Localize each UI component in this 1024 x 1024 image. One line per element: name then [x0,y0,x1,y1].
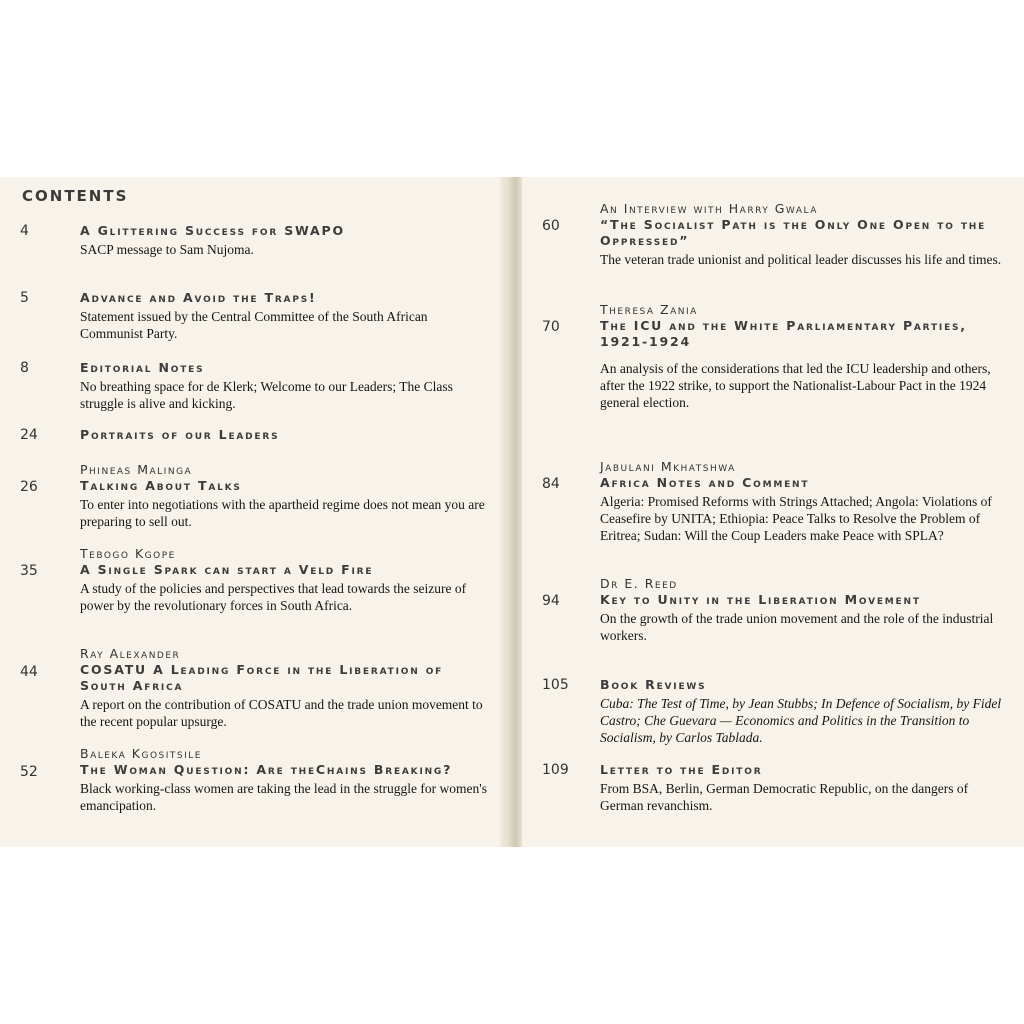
left-page [0,177,506,847]
entry-description: Black working-class women are taking the lead in the struggle for women's emancipation. [80,781,487,813]
entry-author: Baleka Kgositsile [80,746,202,761]
entry-title: “The Socialist Path is the Only One Open to the Oppressed” [600,217,987,248]
entry-description: From BSA, Berlin, German Democratic Republic, on the dangers of German revanchism. [600,781,969,813]
page-number: 60 [542,218,560,234]
entry-title: Advance and Avoid the Traps! [80,290,317,305]
entry-title: Book Reviews [600,677,707,692]
entry-title: Portraits of our Leaders [80,427,280,442]
entry-title: Key to Unity in the Liberation Movement [600,592,921,607]
page-number: 26 [20,479,38,495]
entry-author: Phineas Malinga [80,462,193,477]
entry-author: Dr E. Reed [600,576,678,591]
entry-title: A Single Spark can start a Veld Fire [80,562,374,577]
page-number: 35 [20,563,38,579]
book-spread [0,177,1024,847]
page-number: 44 [20,664,38,680]
entry-description: To enter into negotiations with the apartheid regime does not mean you are preparing to sell out. [80,497,485,529]
entry-author: Theresa Zania [600,302,698,317]
entry-title: The ICU and the White Parliamentary Parties, 1921-1924 [600,318,967,349]
entry-title: Talking About Talks [80,478,242,493]
page-number: 105 [542,677,569,693]
entry-description: The veteran trade unionist and political leader discusses his life and times. [600,252,1002,267]
page-number: 52 [20,764,38,780]
contents-heading: CONTENTS [22,187,129,205]
entry-description: SACP message to Sam Nujoma. [80,242,254,257]
entry-description: No breathing space for de Klerk; Welcome to our Leaders; The Class struggle is alive and kicking. [80,379,453,411]
entry-description: A study of the policies and perspectives that lead towards the seizure of power by the revolutionary forces in South Africa. [80,581,467,613]
entry-author: Tebogo Kgope [80,546,176,561]
page-number: 109 [542,762,569,778]
right-page [522,177,1024,847]
entry-title: Africa Notes and Comment [600,475,810,490]
page-number: 8 [20,360,29,376]
entry-description: Cuba: The Test of Time, by Jean Stubbs; In Defence of Socialism, by Fidel Castro; Che Guevara — Economics and Politics in the Transition to Socialism, by Carlos Tablada. [600,696,1002,745]
entry-author: Jabulani Mkhatshwa [600,459,736,474]
page-number: 4 [20,223,29,239]
entry-title: Letter to the Editor [600,762,763,777]
entry-title: A Glittering Success for SWAPO [80,223,345,238]
entry-title: The Woman Question: Are theChains Breaking? [80,762,453,777]
entry-description: An analysis of the considerations that led the ICU leadership and others, after the 1922 strike, to support the Nationalist-Labour Pact in the 1924 general election. [600,361,991,410]
page-number: 94 [542,593,560,609]
entry-author: An Interview with Harry Gwala [600,201,818,216]
entry-title: COSATU A Leading Force in the Liberation of South Africa [80,662,444,693]
page-number: 24 [20,427,38,443]
entry-description: A report on the contribution of COSATU and the trade union movement to the recent popular upsurge. [80,697,483,729]
entry-description: On the growth of the trade union movement and the role of the industrial workers. [600,611,994,643]
page-number: 5 [20,290,29,306]
entry-title: Editorial Notes [80,360,205,375]
page-number: 84 [542,476,560,492]
page-number: 70 [542,319,560,335]
entry-description: Statement issued by the Central Committee of the South African Communist Party. [80,309,428,341]
entry-author: Ray Alexander [80,646,181,661]
entry-description: Algeria: Promised Reforms with Strings Attached; Angola: Violations of Ceasefire by UNITA; Ethiopia: Peace Talks to Resolve the Problem of Eritrea; Sudan: Will the Coup Leaders make Peace with SPLA? [600,494,992,543]
